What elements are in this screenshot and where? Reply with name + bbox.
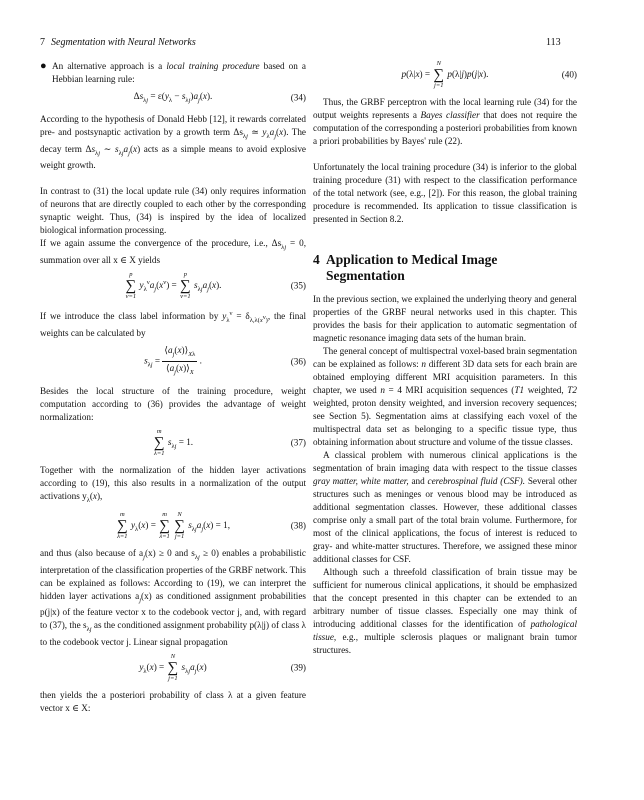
equation-36: $s_{\lambda j}$ = $\frac{⟨a_j(x)⟩_{X\lambda}}{⟨a_j(x)⟩_X}$ . (36)	[144, 345, 306, 376]
paragraph-label: If we introduce the class label information by $y_\lambda^\nu = \delta_{\lambda,\lambda(x^\nu)}$, the final weights can be calculated by	[40, 310, 307, 339]
paragraph-grbf: Thus, the GRBF perceptron with the local learning rule (34) for the output weights represents a Bayes classifier that does not require the computation of the corresponding a posteriori probabilities from known a priori probabilities by Bayes' rule (22).	[313, 97, 578, 146]
paragraph-thus: and thus (also because of $a_j(x) \ge 0$ and $s_{\lambda j} \ge 0$) enables a probabilistic interpretation of the classification properties of the GRBF network. This can be explained as follows: According to (19), we can interpret the hidden layer activations $a_j(x)$ as conditioned assignment probabilities p(j|x) of the feature vector x to the codebook vector j, and, with regard to (37), the $s_{\lambda j}$ as the conditioned assignment probability p(λ|j) of class λ to the codebook vector j. Linear signal propagation	[40, 547, 306, 648]
paragraph-together: Together with the normalization of the hidden layer activations according to (19), this also results in a normalization of the output activations $y_\lambda(x)$,	[40, 464, 306, 504]
paragraph-contrast: In contrast to (31) the local update rule (34) only requires information of neurons that are directly coupled to each other by the corresponding synaptic weight. Thus, (34) is inspired by the idea of localized biological information processing.	[40, 186, 306, 236]
equation-38: m ∑ λ=1 $y_\lambda(x)$ = m ∑ λ=1 N ∑ j=1 $s_{\lambda j}a_j(x) = 1$, (38)	[116, 510, 306, 540]
equation-34: $\Delta s_{\lambda j} = \varepsilon(y_\lambda - s_{\lambda j})a_j(x)$. (34)	[133, 91, 306, 104]
paragraph-classical: A classical problem with numerous clinical applications is the segmentation of brain imaging data with respect to the tissue classes gray matter, white matter, and cerebrospinal fluid (CSF). Several other structures such as meninges or venous blood may be introduced as additional segmentation classes. However, these additional classes comprise only a small part of the total brain volume. Furthermore, for most of the clinical applications, the focus of interest is reduced to gray- and white-matter structures. Therefore, we assigned these minor additional classes for CSF.	[313, 450, 578, 564]
equation-35: p ∑ ν=1 $y_\lambda^\nu a_j(x^\nu)$ = p ∑ ν=1 $s_{\lambda j}a_j(x)$. (35)	[125, 271, 306, 301]
right-column	[313, 60, 577, 657]
section-heading	[313, 252, 577, 284]
paragraph-general: The general concept of multispectral voxel-based brain segmentation can be explained as follows: n different 3D data sets for each brain are obtained employing different MRI acquisition parameters. In this chapter, we used n = 4 MRI acquisition sequences (T1 weighted, T2 weighted, proton density weighted, and inversion recovery sequences; see Section 5). Segmentation aims at classifying each voxel of the multispectral data set as belonging to a specific tissue type, thus obtaining information about structure and volume of the tissue classes.	[313, 346, 578, 447]
paragraph-hebb: According to the hypothesis of Donald Hebb [12], it rewards correlated pre- and postsynaptic activation by a growth term $\Delta s_{\lambda j}$ ≃ $y_\lambda a_j(x)$. The decay term $\Delta s_{\lambda j}$ ∼ $s_{\lambda j}a_j(x)$ acts as a simple means to avoid explosive weight growth.	[40, 113, 307, 171]
section-number: 4	[313, 252, 320, 267]
page-number: 113	[546, 37, 561, 48]
section-title-line2: Segmentation	[326, 268, 405, 283]
chapter-title: Segmentation with Neural Networks	[51, 37, 196, 48]
paragraph-converge: If we again assume the convergence of the procedure, i.e., $\Delta s_{\lambda j} = 0$, summation over all x ∈ X yields	[40, 238, 307, 266]
equation-39: $y_\lambda(x)$ = N ∑ j=1 $s_{\lambda j}a_j(x)$ (39)	[139, 653, 306, 683]
paragraph-besides: Besides the local structure of the training procedure, weight computation according to (36) provides the advantage of weight normalization:	[40, 385, 306, 422]
bullet-paragraph: ● An alternative approach is a local training procedure based on a Hebbian learning rule:	[40, 60, 307, 84]
running-header-chapter	[40, 37, 196, 48]
chapter-number: 7	[40, 37, 45, 48]
left-column	[40, 60, 306, 715]
equation-40: p(λ|x) = N ∑ j=1 p(λ|j)p(j|x). (40)	[401, 60, 577, 89]
bullet-icon: ●	[40, 60, 47, 72]
equation-37: m ∑ λ=1 $s_{\lambda j} = 1$. (37)	[153, 427, 306, 457]
paragraph-then: then yields the a posteriori probability of class λ at a given feature vector x ∈ X:	[40, 690, 306, 714]
section-title-line1: Application to Medical Image	[326, 252, 498, 267]
paragraph-although: Although such a threefold classification of brain tissue may be sufficient for numerous clinical applications, it should be emphasized that the concept presented in this chapter can be extended to an arbitrary number of tissue classes. Especially one may think of introducing additional classes for the identification of pathological tissue, e.g., multiple sclerosis plaques or malignant brain tumor structures.	[313, 567, 578, 655]
paragraph-previous: In the previous section, we explained the underlying theory and general properties of the GRBF neural networks used in this chapter. This provides the basis for their application to automatic segmentation of magnetic resonance imaging data sets of the human brain.	[313, 294, 577, 343]
paragraph-unfortunately: Unfortunately the local training procedure (34) is inferior to the global training procedure (31) with respect to the classification performance of the total network (see, e.g., [2]). For this reason, the global training procedure is recommended. Its application to tissue classification is presented in Section 8.2.	[313, 162, 577, 224]
